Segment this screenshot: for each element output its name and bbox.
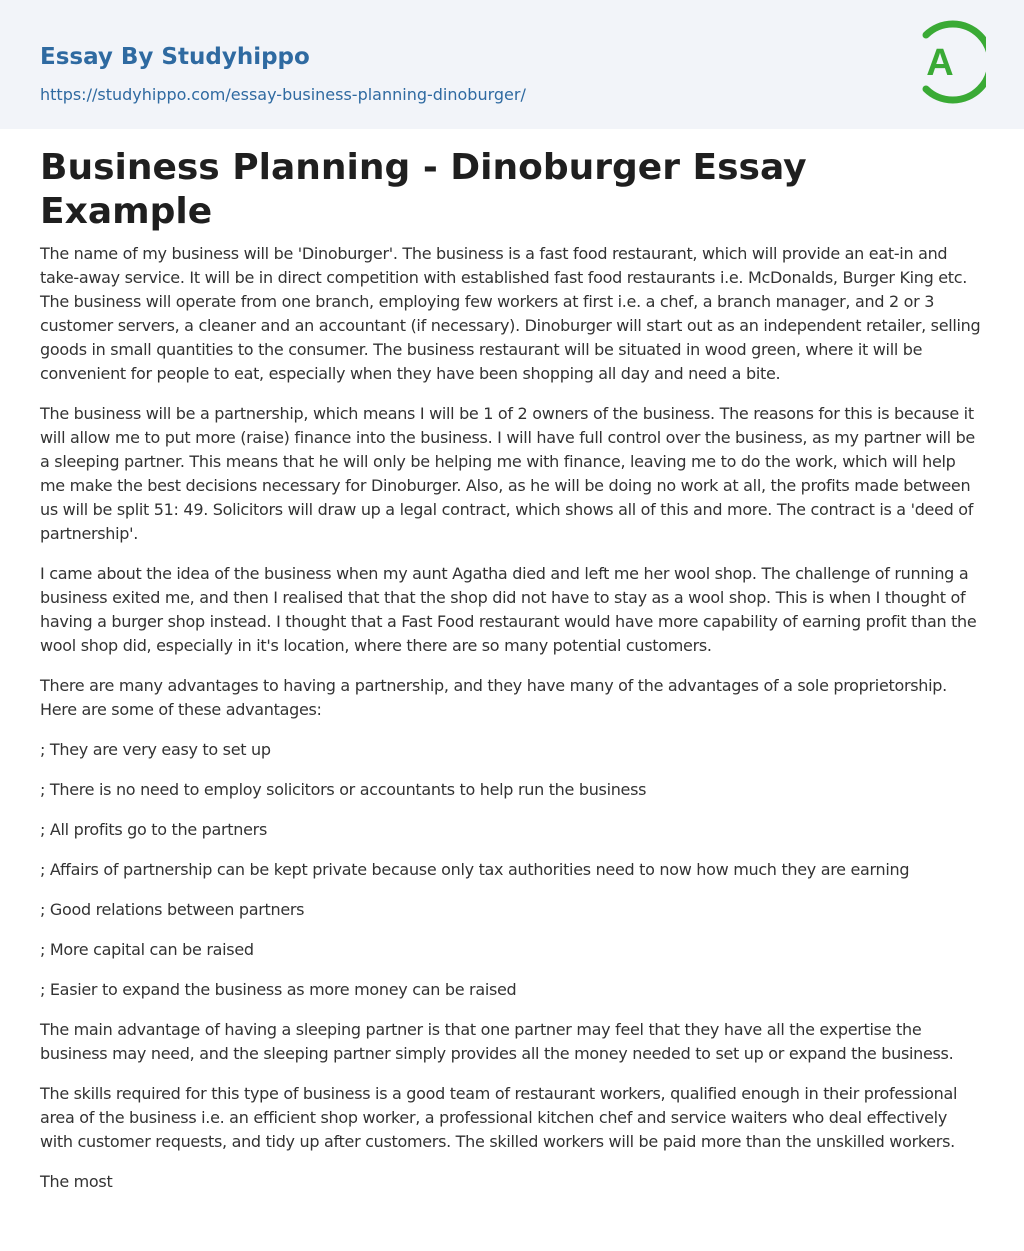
advantage-item: ; Good relations between partners (40, 900, 305, 919)
advantage-item: ; More capital can be raised (40, 940, 254, 959)
essay-paragraph: The skills required for this type of business is a good team of restaurant workers, qualified enough in their professional area of the business i.e. an efficient shop worker, a professional kitchen chef and service waiters who deal effectively with customer requests, and tidy up after customers. The skilled workers will be paid more than the unskilled workers. (40, 1084, 958, 1151)
advantage-item: ; Affairs of partnership can be kept private because only tax authorities need to now how much they are earning (40, 860, 910, 879)
site-header (0, 0, 1024, 129)
essay-title: Business Planning - Dinoburger Essay Example (40, 147, 807, 232)
page-url-link[interactable]: https://studyhippo.com/essay-business-planning-dinoburger/ (40, 85, 526, 104)
essay-paragraph: There are many advantages to having a partnership, and they have many of the advantages of a sole proprietorship. Here are some of these advantages: (40, 676, 947, 719)
essay-paragraph: The business will be a partnership, which means I will be 1 of 2 owners of the business. The reasons for this is because it will allow me to put more (raise) finance into the business. I will have full control over the business, as my partner will be a sleeping partner. This means that he will only be helping me with finance, leaving me to do the work, which will help me make the best decisions necessary for Dinoburger. Also, as he will be doing no work at all, the profits made between us will be split 51: 49. Solicitors will draw up a legal contract, which shows all of this and more. The contract is a 'deed of partnership'. (40, 404, 975, 543)
advantage-item: ; Easier to expand the business as more money can be raised (40, 980, 517, 999)
site-title[interactable]: Essay By Studyhippo (40, 44, 310, 70)
advantage-item: ; They are very easy to set up (40, 740, 271, 759)
essay-paragraph: The main advantage of having a sleeping partner is that one partner may feel that they have all the expertise the business may need, and the sleeping partner simply provides all the money needed to set up or expand the business. (40, 1020, 954, 1063)
advantage-item: ; All profits go to the partners (40, 820, 267, 839)
logo-letter: A (926, 42, 954, 84)
advantage-item: ; There is no need to employ solicitors or accountants to help run the business (40, 780, 647, 799)
essay-paragraph: The name of my business will be 'Dinoburger'. The business is a fast food restaurant, which will provide an eat-in and take-away service. It will be in direct competition with established fast food restaurants i.e. McDonalds, Burger King etc. The business will operate from one branch, employing few workers at first i.e. a chef, a branch manager, and 2 or 3 customer servers, a cleaner and an accountant (if necessary). Dinoburger will start out as an independent retailer, selling goods in small quantities to the consumer. The business restaurant will be situated in wood green, where it will be convenient for people to eat, especially when they have been shopping all day and need a bite. (40, 244, 981, 383)
essay-paragraph-truncated: The most (40, 1172, 113, 1191)
essay-paragraph: I came about the idea of the business when my aunt Agatha died and left me her wool shop. The challenge of running a business exited me, and then I realised that that the shop did not have to stay as a wool shop. This is when I thought of having a burger shop instead. I thought that a Fast Food restaurant would have more capability of earning profit than the wool shop did, especially in it's location, where there are so many potential customers. (40, 564, 977, 655)
studyhippo-logo-icon[interactable] (914, 18, 986, 106)
essay-content (0, 146, 1024, 1194)
